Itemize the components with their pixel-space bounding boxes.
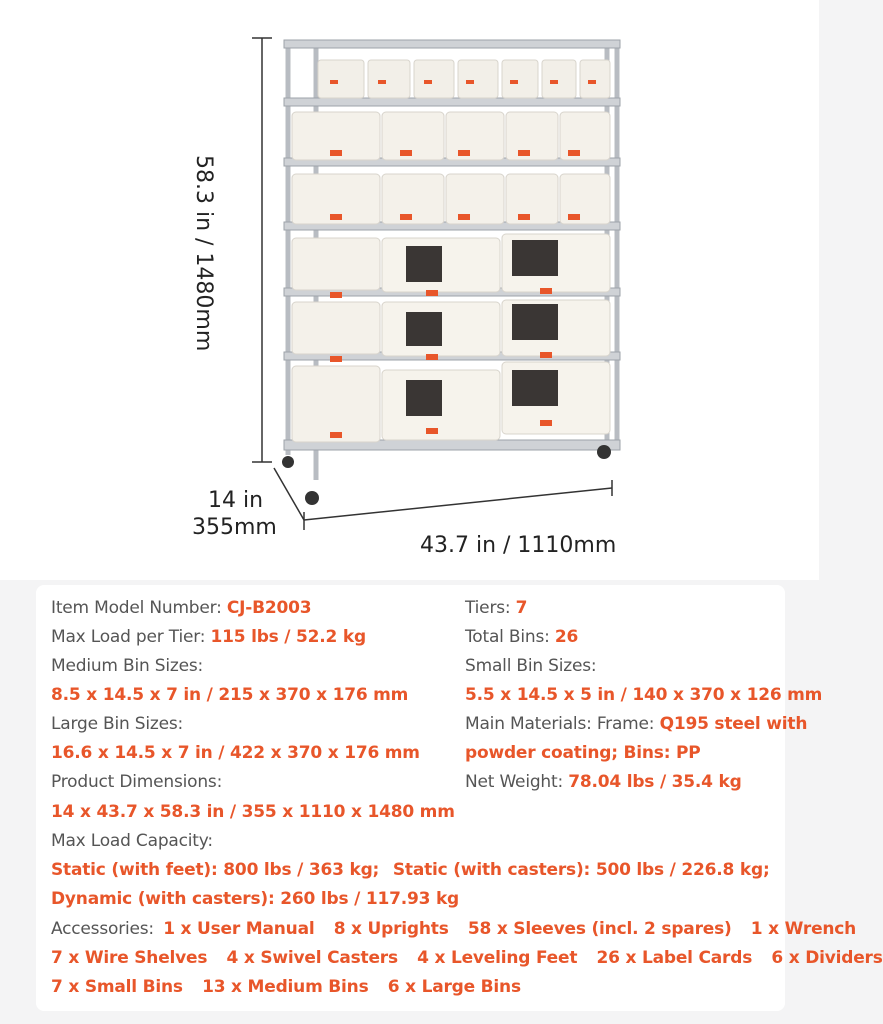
small-label: Small Bin Sizes:	[465, 656, 597, 676]
accessory-item: 1 x User Manual	[163, 919, 315, 939]
accessory-item: 4 x Leveling Feet	[417, 948, 578, 968]
accessory-item: 7 x Small Bins	[51, 977, 183, 997]
accessory-item: 1 x Wrench	[750, 919, 857, 939]
dims-value: 14 x 43.7 x 58.3 in / 355 x 1110 x 1480 mm	[51, 802, 455, 822]
model-value: CJ-B2003	[226, 598, 312, 618]
tiers-row: Tiers: 7	[465, 598, 528, 618]
capacity-line-2: Dynamic (with casters): 260 lbs / 117.93 kg	[51, 889, 460, 909]
medium-value: 8.5 x 14.5 x 7 in / 215 x 370 x 176 mm	[51, 685, 409, 705]
medium-label: Medium Bin Sizes:	[51, 656, 204, 676]
accessory-item: 6 x Dividers	[771, 948, 883, 968]
accessory-item: 8 x Uprights	[333, 919, 449, 939]
depth-dimension-mm: 355mm	[192, 515, 277, 540]
accessory-item: 6 x Large Bins	[387, 977, 521, 997]
dims-label: Product Dimensions:	[51, 772, 223, 792]
materials-value-2: powder coating; Bins: PP	[465, 743, 701, 763]
accessory-item: 7 x Wire Shelves	[51, 948, 208, 968]
materials-row: Main Materials: Frame: Q195 steel with	[465, 714, 808, 734]
accessory-item: 58 x Sleeves (incl. 2 spares)	[467, 919, 732, 939]
accessories-line-2	[51, 947, 883, 969]
capacity-label: Max Load Capacity:	[51, 831, 213, 851]
capacity-line-1: Static (with feet): 800 lbs / 363 kg; Static (with casters): 500 lbs / 226.8 kg;	[51, 860, 770, 880]
total-bins-row: Total Bins: 26	[465, 627, 579, 647]
width-dimension: 43.7 in / 1110mm	[420, 533, 617, 558]
large-label: Large Bin Sizes:	[51, 714, 184, 734]
accessories-line-3	[51, 976, 521, 998]
model-row: Item Model Number: CJ-B2003	[51, 598, 312, 618]
small-value: 5.5 x 14.5 x 5 in / 140 x 370 x 126 mm	[465, 685, 823, 705]
accessory-item: 4 x Swivel Casters	[226, 948, 398, 968]
accessory-item: 26 x Label Cards	[596, 948, 753, 968]
height-dimension: 58.3 in / 1480mm	[191, 155, 216, 352]
large-value: 16.6 x 14.5 x 7 in / 422 x 370 x 176 mm	[51, 743, 420, 763]
accessory-item: 13 x Medium Bins	[202, 977, 369, 997]
accessories-line-1: Accessories: 1 x User Manual 8 x Uprights 58 x Sleeves (incl. 2 spares) 1 x Wrench	[51, 919, 857, 939]
weight-row: Net Weight: 78.04 lbs / 35.4 kg	[465, 772, 742, 792]
depth-dimension-in: 14 in	[208, 488, 264, 513]
maxload-tier-row: Max Load per Tier: 115 lbs / 52.2 kg	[51, 627, 366, 647]
